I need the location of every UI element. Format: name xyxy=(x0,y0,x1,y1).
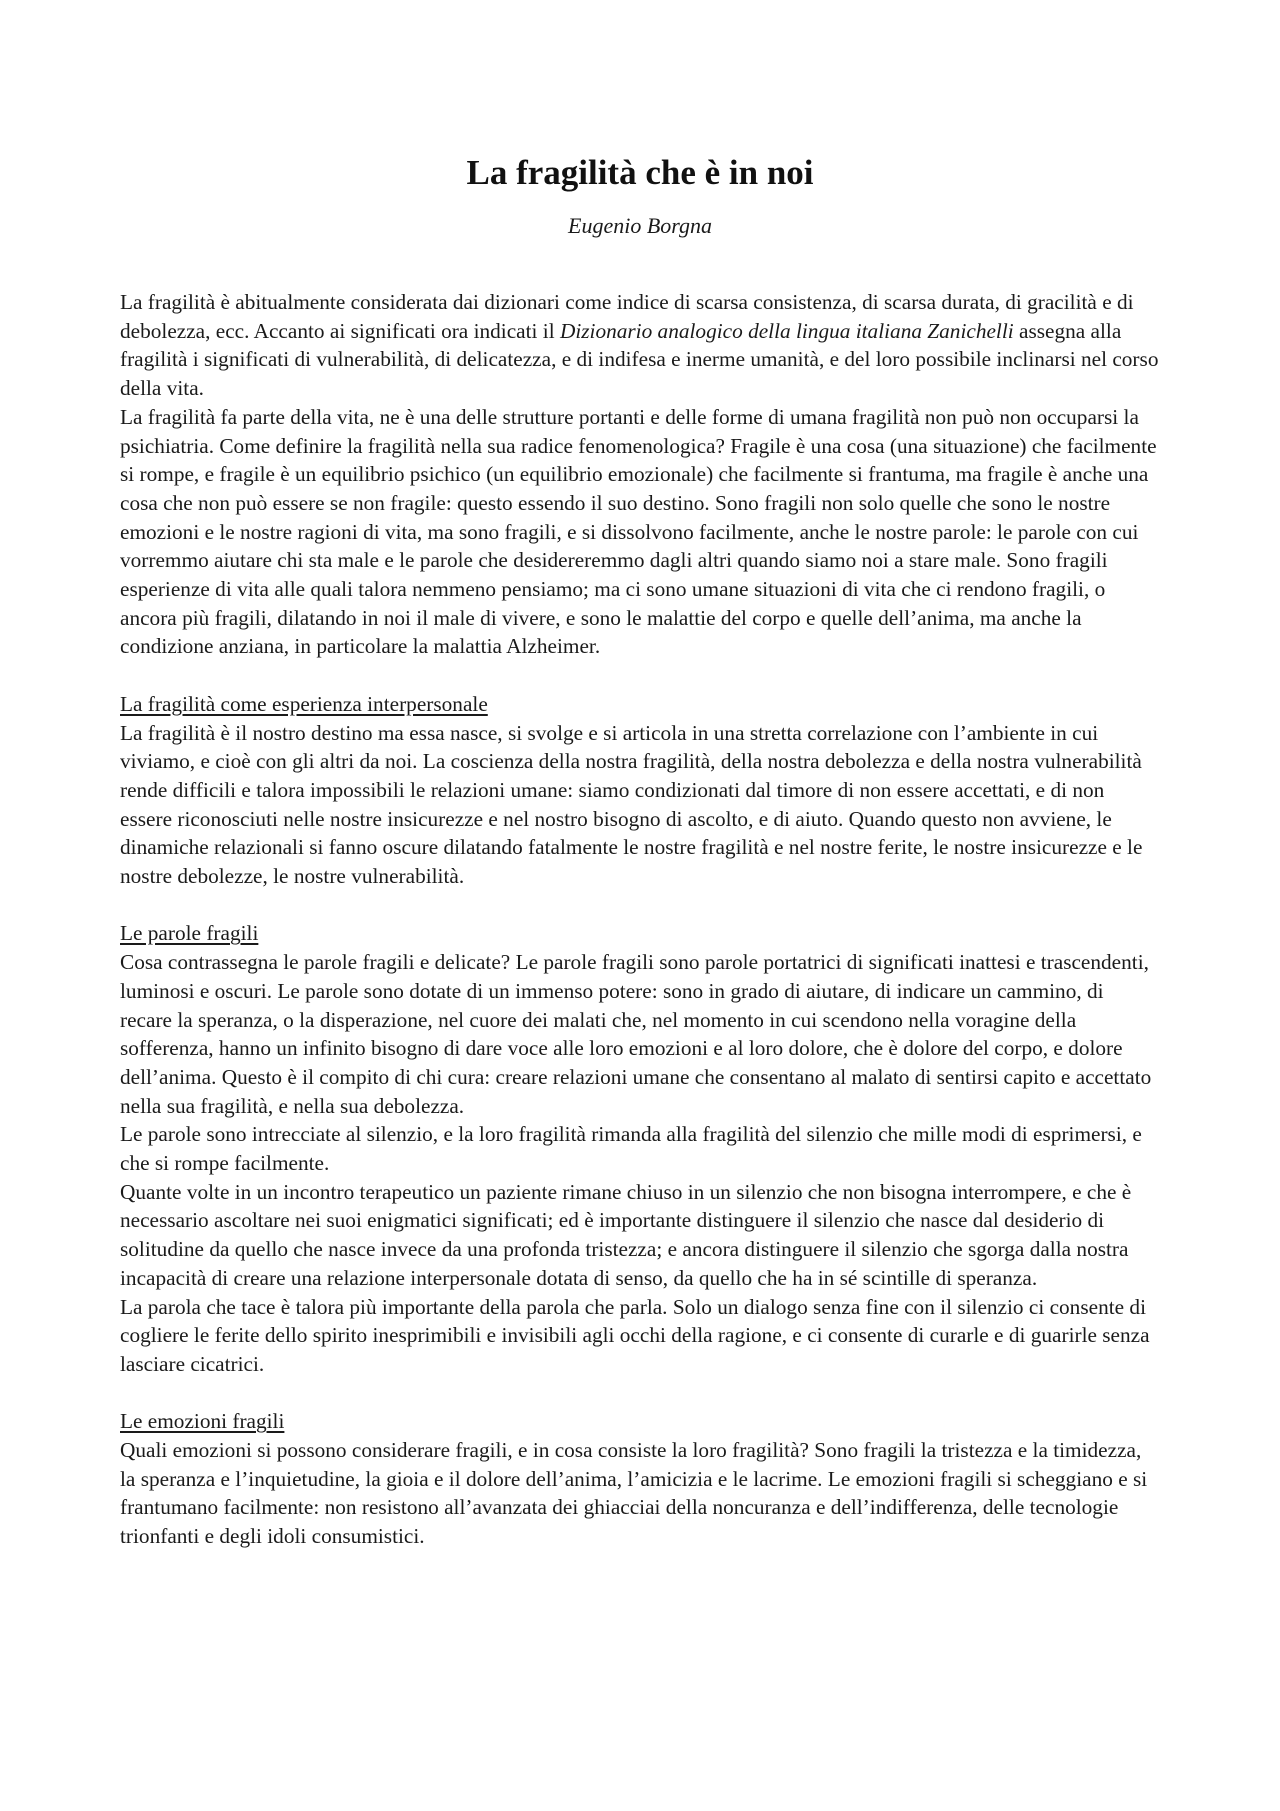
section-paragraph: La parola che tace è talora più importante della parola che parla. Solo un dialogo senza fine con il silenzio ci consente di cogliere le ferite dello spirito inesprimibili e invisibili agli occhi della ragione, e ci consente di curarle e di guarirle senza lasciare cicatrici. xyxy=(120,1294,1150,1376)
section-heading: Le emozioni fragili xyxy=(120,1409,285,1434)
section-paragraph: Le parole sono intrecciate al silenzio, e la loro fragilità rimanda alla fragilità del silenzio che mille modi di esprimersi, e che si rompe facilmente. xyxy=(120,1122,1142,1176)
section-interpersonal xyxy=(120,690,1160,891)
intro-paragraph: La fragilità fa parte della vita, ne è una delle strutture portanti e delle forme di umana fragilità non può non occuparsi la psichiatria. Come definire la fragilità nella sua radice fenomenologica? Fragile è una cosa (una situazione) che facilmente si rompe, e fragile è un equilibrio psichico (un equilibrio emozionale) che facilmente si frantuma, ma fragile è anche una cosa che non può essere se non fragile: questo essendo il suo destino. Sono fragili non solo quelle che sono le nostre emozioni e le nostre ragioni di vita, ma sono fragili, e si dissolvono facilmente, anche le nostre parole: le parole con cui vorremmo aiutare chi sta male e le parole che desidereremmo dagli altri quando siamo noi a stare male. Sono fragili esperienze di vita alle quali talora nemmeno pensiamo; ma ci sono umane situazioni di vita che ci rendono fragili, o ancora più fragili, dilatando in noi il male di vivere, e sono le malattie del corpo e quelle dell’anima, ma anche la condizione anziana, in particolare la malattia Alzheimer. xyxy=(120,404,1157,659)
section-words xyxy=(120,919,1160,1378)
document-page xyxy=(120,0,1160,1551)
intro-paragraph xyxy=(120,288,1160,403)
intro-text: La fragilità è abitualmente considerata dai dizionari come indice di scarsa consistenza, di scarsa durata, di gracilità e di debolezza, ecc. Accanto ai significati ora indicati il xyxy=(120,290,1134,343)
intro-text: assegna alla fragilità i significati di vulnerabilità, di delicatezza, e di indifesa e inerme umanità, e del loro possibile inclinarsi nel corso della vita. xyxy=(120,318,1159,401)
section-paragraph: La fragilità è il nostro destino ma essa nasce, si svolge e si articola in una stretta correlazione con l’ambiente in cui viviamo, e cioè con gli altri da noi. La coscienza della nostra fragilità, della nostra debolezza e della nostra vulnerabilità rende difficili e talora impossibili le relazioni umane: siamo condizionati dal timore di non essere accettati, e di non essere riconosciuti nelle nostre insicurezze e nel nostro bisogno di ascolto, e di aiuto. Quando questo non avviene, le dinamiche relazionali si fanno oscure dilatando fatalmente le nostre fragilità e nel nostre ferite, le nostre insicurezze e le nostre debolezze, le nostre vulnerabilità. xyxy=(120,720,1143,889)
section-paragraph: Cosa contrassegna le parole fragili e delicate? Le parole fragili sono parole portatrici di significati inattesi e trascendenti, luminosi e oscuri. Le parole sono dotate di un immenso potere: sono in grado di aiutare, di indicare un cammino, di recare la speranza, o la disperazione, nel cuore dei malati che, nel momento in cui scendono nella voragine della sofferenza, hanno un infinito bisogno di dare voce alle loro emozioni e al loro dolore, che è dolore del corpo, e dolore dell’anima. Questo è il compito di chi cura: creare relazioni umane che consentano al malato di sentirsi capito e accettato nella sua fragilità, e nella sua debolezza. xyxy=(120,950,1152,1118)
section-heading: Le parole fragili xyxy=(120,921,259,946)
section-heading: La fragilità come esperienza interpersonale xyxy=(120,691,488,716)
document-body xyxy=(120,288,1160,1551)
document-author: Eugenio Borgna xyxy=(568,213,712,238)
section-paragraph: Quante volte in un incontro terapeutico un paziente rimane chiuso in un silenzio che non bisogna interrompere, e che è necessario ascoltare nei suoi enigmatici significati; ed è importante distinguere il silenzio che nasce dal desiderio di solitudine da quello che nasce invece da una profonda tristezza; e ancora distinguere il silenzio che sgorga dalla nostra incapacità di creare una relazione interpersonale dotata di senso, da quello che ha in sé scintille di speranza. xyxy=(120,1179,1132,1290)
section-emotions xyxy=(120,1407,1160,1551)
section-paragraph: Quali emozioni si possono considerare fragili, e in cosa consiste la loro fragilità? Sono fragili la tristezza e la timidezza, la speranza e l’inquietudine, la gioia e il dolore dell’anima, l’amicizia e le lacrime. Le emozioni fragili si scheggiano e si frantumano facilmente: non resistono all’avanzata dei ghiacciai della noncuranza e dell’indifferenza, delle tecnologie trionfanti e degli idoli consumistici. xyxy=(120,1438,1148,1549)
dictionary-citation: Dizionario analogico della lingua italiana Zanichelli xyxy=(559,318,1014,343)
document-title: La fragilità che è in noi xyxy=(466,153,814,192)
